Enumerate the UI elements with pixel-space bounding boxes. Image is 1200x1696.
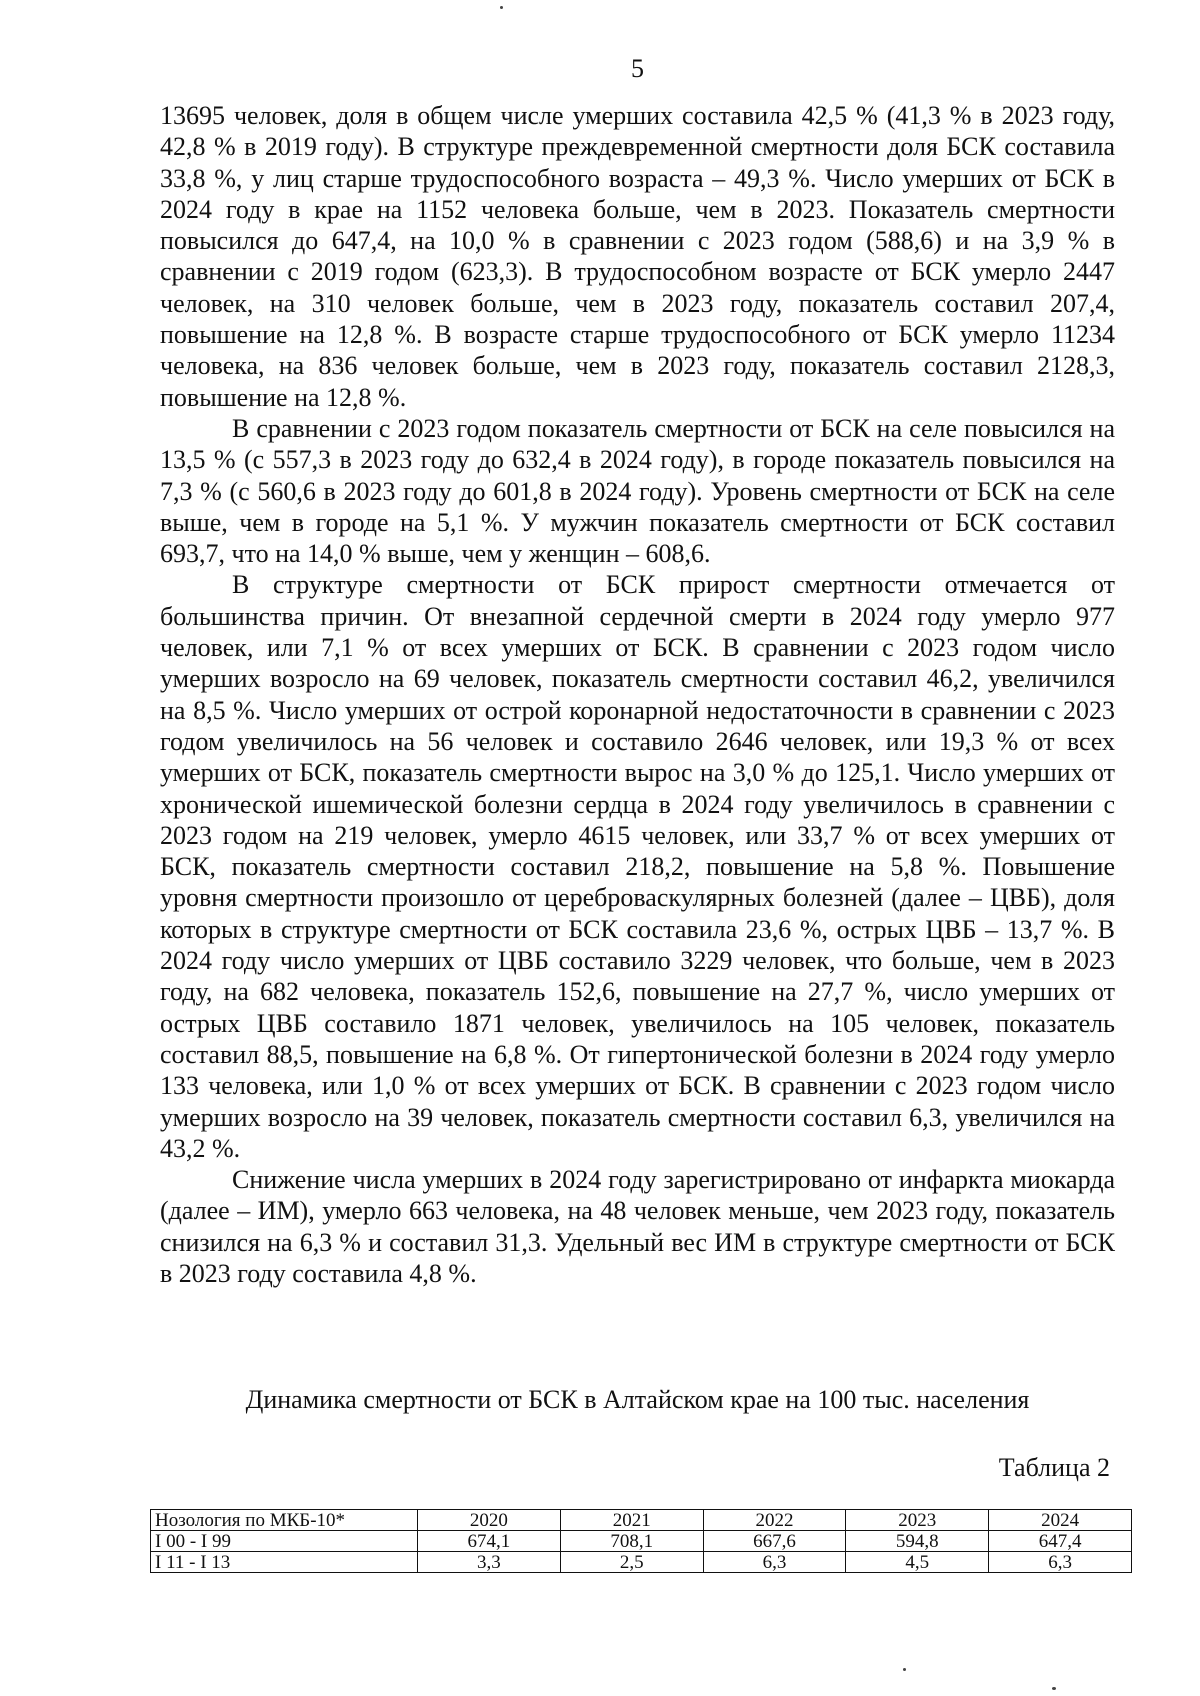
table-header-cell: 2021 <box>560 1510 703 1531</box>
table-cell: 4,5 <box>846 1552 989 1573</box>
table-cell: 708,1 <box>560 1531 703 1552</box>
paragraph-3: В структуре смертности от БСК прирост смертности отмечается от большинства причин. От внезапной сердечной смерти в 2024 году умерло 977 человек, или 7,1 % от всех умерших от БСК. В сравнении с 2023 годом число умерших возросло на 69 человек, показатель смертности составил 46,2, увеличился на 8,5 %. Число умерших от острой коронарной недостаточности в сравнении с 2023 годом увеличилось на 56 человек и составило 2646 человек, или 19,3 % от всех умерших от БСК, показатель смертности вырос на 3,0 % до 125,1. Число умерших от хронической ишемической болезни сердца в 2024 году увеличилось в сравнении с 2023 годом на 219 человек, умерло 4615 человек, или 33,7 % от всех умерших от БСК, показатель смертности составил 218,2, повышение на 5,8 %. Повышение уровня смертности произошло от цереброваскулярных болезней (далее – ЦВБ), доля которых в структуре смертности от БСК составила 23,6 %, острых ЦВБ – 13,7 %. В 2024 году число умерших от ЦВБ составило 3229 человек, что больше, чем в 2023 году, на 682 человека, показатель 152,6, повышение на 27,7 %, число умерших от острых ЦВБ составило 1871 человек, увеличилось на 105 человек, показатель составил 88,5, повышение на 6,8 %. От гипертонической болезни в 2024 году умерло 133 человека, или 1,0 % от всех умерших от БСК. В сравнении с 2023 годом число умерших возросло на 39 человек, показатель смертности составил 6,3, увеличился на 43,2 %. <box>160 570 1115 1163</box>
paragraph-4: Снижение числа умерших в 2024 году зарегистрировано от инфаркта миокарда (далее – ИМ), умерло 663 человека, на 48 человек меньше, чем 2023 году, показатель снизился на 6,3 % и составил 31,3. Удельный вес ИМ в структуре смертности от БСК в 2023 году составила 4,8 %. <box>160 1165 1115 1288</box>
table-cell: 667,6 <box>703 1531 846 1552</box>
table-label: Таблица 2 <box>998 1453 1110 1482</box>
table-cell: I 11 - I 13 <box>151 1552 418 1573</box>
table-cell: 594,8 <box>846 1531 989 1552</box>
paragraph-1: 13695 человек, доля в общем числе умерших составила 42,5 % (41,3 % в 2023 году, 42,8 % в 2019 году). В структуре преждевременной смертности доля БСК составила 33,8 %, у лиц старше трудоспособного возраста – 49,3 %. Число умерших от БСК в 2024 году в крае на 1152 человека больше, чем в 2023. Показатель смертности повысился до 647,4, на 10,0 % в сравнении с 2023 годом (588,6) и на 3,9 % в сравнении с 2019 годом (623,3). В трудоспособном возрасте от БСК умерло 2447 человек, на 310 человек больше, чем в 2023 году, показатель составил 207,4, повышение на 12,8 %. В возрасте старше трудоспособного от БСК умерло 11234 человека, на 836 человек больше, чем в 2023 году, показатель составил 2128,3, повышение на 12,8 %. <box>160 101 1115 412</box>
table-header-cell: 2023 <box>846 1510 989 1531</box>
page-number: 5 <box>631 54 644 83</box>
table-cell: 647,4 <box>989 1531 1132 1552</box>
table-cell: 3,3 <box>418 1552 561 1573</box>
scan-speck <box>903 1668 906 1671</box>
table-header-cell: 2020 <box>418 1510 561 1531</box>
table-header-cell: Нозология по МКБ-10* <box>151 1510 418 1531</box>
body-text <box>160 100 1115 1289</box>
table-header-row <box>151 1510 1132 1531</box>
table-header-cell: 2024 <box>989 1510 1132 1531</box>
scan-speck <box>1052 1687 1056 1690</box>
table-cell: 2,5 <box>560 1552 703 1573</box>
paragraph-2: В сравнении с 2023 годом показатель смертности от БСК на селе повысился на 13,5 % (с 557,3 в 2023 году до 632,4 в 2024 году), в городе показатель повысился на 7,3 % (с 560,6 в 2023 году до 601,8 в 2024 году). Уровень смертности от БСК на селе выше, чем в городе на 5,1 %. У мужчин показатель смертности от БСК составил 693,7, что на 14,0 % выше, чем у женщин – 608,6. <box>160 413 1115 569</box>
table-cell: 674,1 <box>418 1531 561 1552</box>
table-row <box>151 1552 1132 1573</box>
table-caption: Динамика смертности от БСК в Алтайском крае на 100 тыс. населения <box>245 1385 1030 1414</box>
table-header-cell: 2022 <box>703 1510 846 1531</box>
table-cell: I 00 - I 99 <box>151 1531 418 1552</box>
mortality-table <box>150 1509 1132 1573</box>
table-cell: 6,3 <box>989 1552 1132 1573</box>
table-cell: 6,3 <box>703 1552 846 1573</box>
table-row <box>151 1531 1132 1552</box>
scan-speck <box>500 6 503 9</box>
